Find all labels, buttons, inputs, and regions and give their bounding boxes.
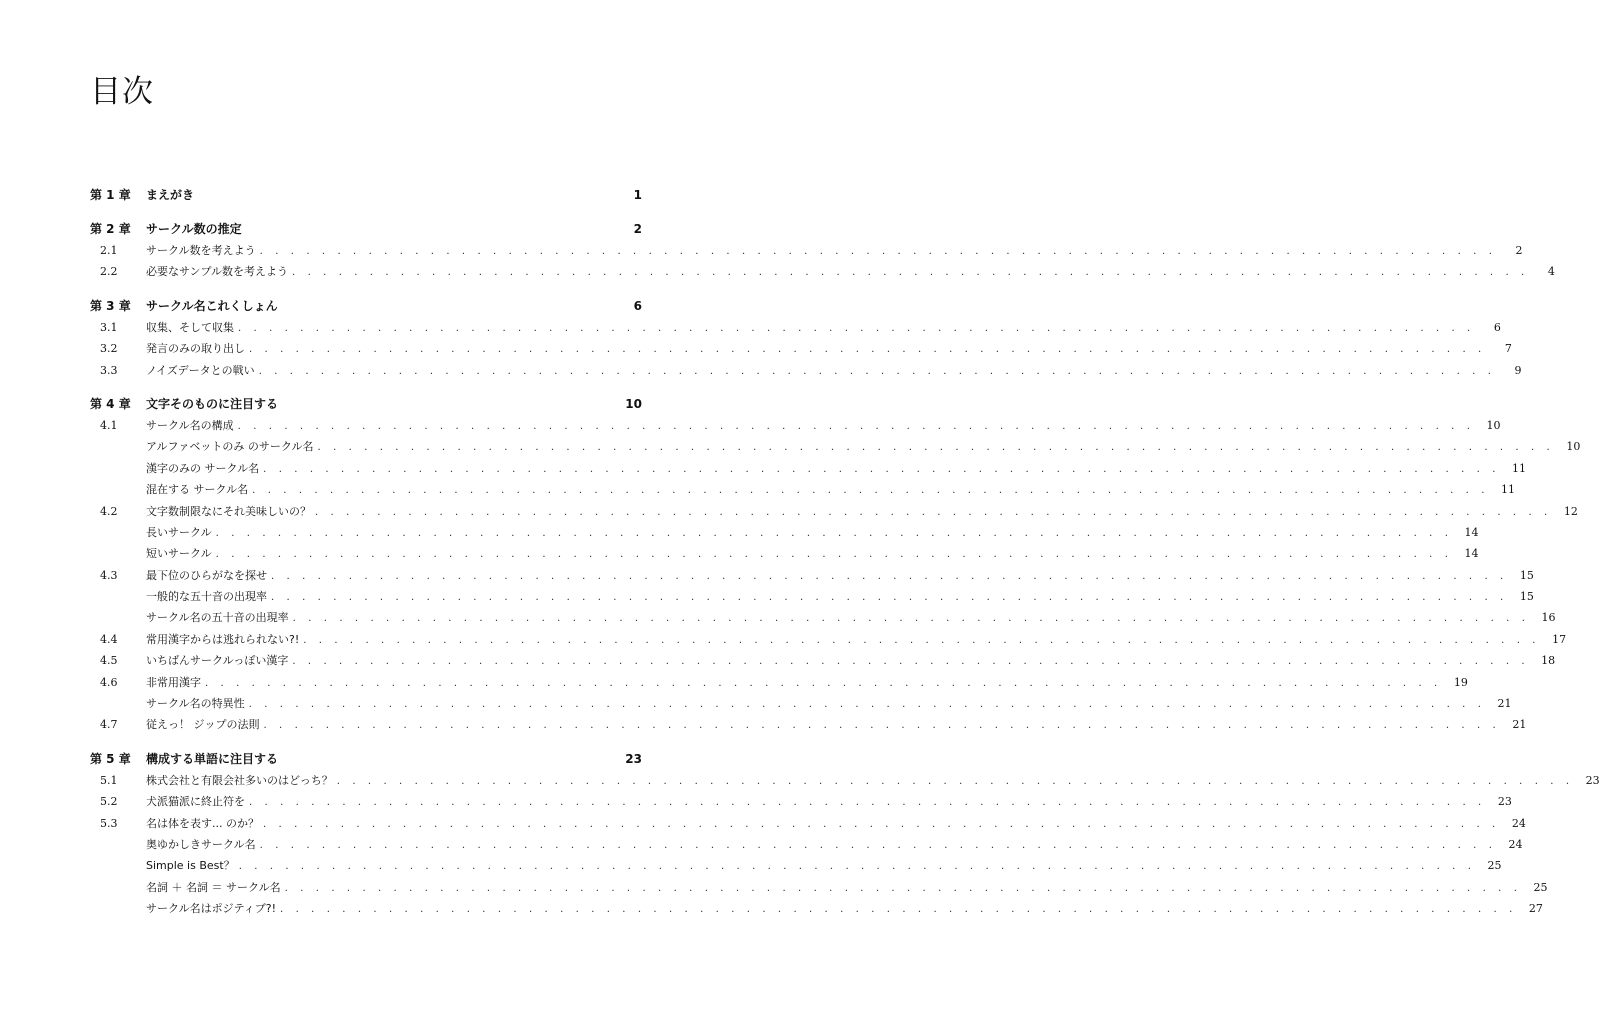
toc-entry[interactable] — [90, 338, 1512, 359]
section-title: サークル名の特異性 — [146, 697, 245, 711]
section-title: 必要なサンプル数を考えよう — [146, 265, 289, 279]
section-title: 奥ゆかしきサークル名 — [146, 837, 256, 851]
dot-leader: . . . . . . . . . . . . . . . . . . . . . . . . . . . . . . . . . . . . . . . . . . . . . . . . . . . . . . . . . . . . . . . . . . . . . . . . . . . . . . . . — [271, 570, 1508, 582]
section-page-number: 27 — [1528, 902, 1543, 916]
section-title: サークル数を考えよう — [146, 244, 256, 257]
dot-leader: . . . . . . . . . . . . . . . . . . . . . . . . . . . . . . . . . . . . . . . . . . . . . . . . . . . . . . . . . . . . . . . . . . . . . . . . . . . . . . . . — [280, 904, 1517, 916]
toc-entry[interactable] — [90, 522, 1479, 543]
section-number: 5.3 — [100, 816, 118, 830]
section-number: 4.7 — [100, 718, 118, 732]
section-title: 発言のみの取り出し — [146, 342, 245, 356]
section-title: 株式会社と有限会社多いのはどっち？ — [146, 773, 333, 787]
toc-entry[interactable] — [90, 543, 1479, 564]
section-page-number: 18 — [1541, 654, 1556, 668]
dot-leader: . . . . . . . . . . . . . . . . . . . . . . . . . . . . . . . . . . . . . . . . . . . . . . . . . . . . . . . . . . . . . . . . . . . . . . . . . . . . . . . . — [237, 420, 1475, 432]
section-number: 4.4 — [100, 632, 118, 646]
section-page-number: 7 — [1504, 342, 1512, 356]
toc-entry[interactable] — [90, 317, 1501, 338]
section-page-number: 24 — [1511, 816, 1526, 830]
toc-entry[interactable] — [90, 650, 1556, 671]
toc-entry[interactable] — [90, 672, 1468, 693]
dot-leader: . . . . . . . . . . . . . . . . . . . . . . . . . . . . . . . . . . . . . . . . . . . . . . . . . . . . . . . . . . . . . . . . . . . . . . . . . . . . . . . . — [238, 861, 1476, 873]
section-title: 収集、そして収集 — [146, 320, 234, 334]
dot-leader: . . . . . . . . . . . . . . . . . . . . . . . . . . . . . . . . . . . . . . . . . . . . . . . . . . . . . . . . . . . . . . . . . . . . . . . . . . . . . . . . — [263, 818, 1500, 830]
toc-entry[interactable] — [90, 261, 1555, 282]
chapter-heading[interactable] — [90, 184, 642, 206]
section-page-number: 6 — [1493, 320, 1501, 334]
chapter-number: 第 3 章 — [90, 298, 131, 313]
section-title: 文字数制限なにそれ美味しいの？ — [146, 504, 311, 518]
section-title: Simple is Best？ — [146, 859, 235, 873]
toc-chapter — [90, 218, 1555, 283]
toc-entry[interactable] — [90, 415, 1501, 436]
section-number: 4.2 — [100, 504, 118, 518]
toc-chapter — [90, 748, 1600, 920]
dot-leader: . . . . . . . . . . . . . . . . . . . . . . . . . . . . . . . . . . . . . . . . . . . . . . . . . . . . . . . . . . . . . . . . . . . . . . . . . . . . . . . . — [263, 463, 1500, 475]
toc-entry[interactable] — [90, 855, 1502, 876]
toc-entry[interactable] — [90, 714, 1527, 735]
toc-entry[interactable] — [90, 607, 1556, 628]
section-title: サークル名の五十音の出現率 — [146, 611, 289, 625]
section-page-number: 15 — [1519, 568, 1534, 582]
dot-leader: . . . . . . . . . . . . . . . . . . . . . . . . . . . . . . . . . . . . . . . . . . . . . . . . . . . . . . . . . . . . . . . . . . . . . . . . . . . . . . . . — [336, 775, 1574, 787]
section-page-number: 16 — [1541, 611, 1556, 625]
section-title: サークル名はポジティブ?! — [146, 902, 277, 916]
section-page-number: 14 — [1464, 547, 1479, 561]
chapter-heading[interactable] — [90, 393, 642, 415]
page-title: 目次 — [90, 74, 154, 110]
dot-leader: . . . . . . . . . . . . . . . . . . . . . . . . . . . . . . . . . . . . . . . . . . . . . . . . . . . . . . . . . . . . . . . . . . . . . . . . . . . . . . . . — [263, 720, 1501, 732]
chapter-page-number: 2 — [633, 222, 642, 236]
dot-leader: . . . . . . . . . . . . . . . . . . . . . . . . . . . . . . . . . . . . . . . . . . . . . . . . . . . . . . . . . . . . . . . . . . . . . . . . . . . . . . . . — [259, 839, 1497, 851]
section-number: 2.1 — [100, 244, 118, 257]
toc-entry[interactable] — [90, 436, 1581, 457]
section-number: 2.2 — [100, 265, 118, 279]
section-title: 従えっ！ ジップの法則 — [146, 718, 260, 732]
dot-leader: . . . . . . . . . . . . . . . . . . . . . . . . . . . . . . . . . . . . . . . . . . . . . . . . . . . . . . . . . . . . . . . . . . . . . . . . . . . . . . . . — [258, 365, 1496, 377]
dot-leader: . . . . . . . . . . . . . . . . . . . . . . . . . . . . . . . . . . . . . . . . . . . . . . . . . . . . . . . . . . . . . . . . . . . . . . . . . . . . . . . . — [317, 442, 1555, 454]
chapter-number: 第 5 章 — [90, 751, 131, 766]
toc-entry[interactable] — [90, 501, 1578, 522]
toc-entry[interactable] — [90, 791, 1512, 812]
chapter-page-number: 10 — [625, 396, 642, 411]
chapter-heading[interactable] — [90, 748, 642, 770]
dot-leader: . . . . . . . . . . . . . . . . . . . . . . . . . . . . . . . . . . . . . . . . . . . . . . . . . . . . . . . . . . . . . . . . . . . . . . . . . . . . . . . . — [292, 267, 1529, 279]
section-title: 一般的な五十音の出現率 — [146, 590, 267, 604]
chapter-title: 文字そのものに注目する — [146, 396, 279, 411]
toc-entry[interactable] — [90, 240, 1523, 261]
toc-entry[interactable] — [90, 479, 1515, 500]
section-number: 4.3 — [100, 568, 118, 582]
dot-leader: . . . . . . . . . . . . . . . . . . . . . . . . . . . . . . . . . . . . . . . . . . . . . . . . . . . . . . . . . . . . . . . . . . . . . . . . . . . . . . . . — [215, 549, 1453, 561]
section-title: 最下位のひらがなを探せ — [146, 568, 267, 582]
toc-chapter — [90, 295, 1522, 381]
section-title: 長いサークル — [146, 525, 212, 539]
section-number: 3.3 — [100, 363, 118, 377]
section-page-number: 12 — [1563, 504, 1578, 518]
section-number: 3.2 — [100, 342, 118, 356]
section-page-number: 23 — [1585, 773, 1600, 787]
toc-entry[interactable] — [90, 693, 1512, 714]
dot-leader: . . . . . . . . . . . . . . . . . . . . . . . . . . . . . . . . . . . . . . . . . . . . . . . . . . . . . . . . . . . . . . . . . . . . . . . . . . . . . . . . — [248, 699, 1486, 711]
section-page-number: 10 — [1566, 440, 1581, 454]
chapter-number: 第 2 章 — [90, 222, 131, 236]
section-title: 漢字のみの サークル名 — [146, 461, 260, 475]
toc-entry[interactable] — [90, 565, 1534, 586]
dot-leader: . . . . . . . . . . . . . . . . . . . . . . . . . . . . . . . . . . . . . . . . . . . . . . . . . . . . . . . . . . . . . . . . . . . . . . . . . . . . . . . . — [292, 656, 1530, 668]
section-title: サークル名の構成 — [146, 418, 234, 432]
section-number: 3.1 — [100, 320, 118, 334]
dot-leader: . . . . . . . . . . . . . . . . . . . . . . . . . . . . . . . . . . . . . . . . . . . . . . . . . . . . . . . . . . . . . . . . . . . . . . . . . . . . . . . . — [315, 506, 1552, 518]
section-title: 混在する サークル名 — [146, 483, 249, 497]
section-title: ノイズデータとの戦い — [146, 363, 255, 377]
section-title: 非常用漢字 — [146, 675, 201, 689]
dot-leader: . . . . . . . . . . . . . . . . . . . . . . . . . . . . . . . . . . . . . . . . . . . . . . . . . . . . . . . . . . . . . . . . . . . . . . . . . . . . . . . . — [238, 322, 1475, 334]
toc-entry[interactable] — [90, 877, 1548, 898]
section-title: 名詞 ＋ 名詞 ＝ サークル名 — [146, 880, 281, 894]
dot-leader: . . . . . . . . . . . . . . . . . . . . . . . . . . . . . . . . . . . . . . . . . . . . . . . . . . . . . . . . . . . . . . . . . . . . . . . . . . . . . . . . — [205, 677, 1442, 689]
section-page-number: 23 — [1497, 795, 1512, 809]
toc-entry[interactable] — [90, 586, 1534, 607]
dot-leader: . . . . . . . . . . . . . . . . . . . . . . . . . . . . . . . . . . . . . . . . . . . . . . . . . . . . . . . . . . . . . . . . . . . . . . . . . . . . . . . . — [259, 246, 1497, 257]
dot-leader: . . . . . . . . . . . . . . . . . . . . . . . . . . . . . . . . . . . . . . . . . . . . . . . . . . . . . . . . . . . . . . . . . . . . . . . . . . . . . . . . — [252, 485, 1489, 497]
chapter-page-number: 1 — [633, 188, 642, 202]
chapter-number: 第 4 章 — [90, 396, 131, 411]
section-page-number: 4 — [1547, 265, 1555, 279]
section-page-number: 15 — [1519, 590, 1534, 604]
section-page-number: 17 — [1552, 632, 1567, 646]
toc-entry[interactable] — [90, 458, 1526, 479]
chapter-title: 構成する単語に注目する — [146, 751, 279, 766]
section-page-number: 25 — [1533, 880, 1548, 894]
section-page-number: 21 — [1512, 718, 1527, 732]
toc-entry[interactable] — [90, 629, 1567, 650]
section-page-number: 24 — [1508, 837, 1523, 851]
table-of-contents — [90, 184, 1600, 932]
section-page-number: 11 — [1501, 483, 1515, 497]
toc-chapter — [90, 184, 642, 206]
section-page-number: 2 — [1515, 244, 1523, 257]
section-number: 4.5 — [100, 654, 118, 668]
section-title: 短いサークル — [146, 547, 212, 561]
chapter-number: 第 1 章 — [90, 188, 131, 202]
section-title: 常用漢字からは逃れられない?! — [146, 632, 300, 646]
section-title: 犬派猫派に終止符を — [146, 795, 245, 809]
section-number: 4.6 — [100, 675, 118, 689]
toc-entry[interactable] — [90, 898, 1543, 919]
dot-leader: . . . . . . . . . . . . . . . . . . . . . . . . . . . . . . . . . . . . . . . . . . . . . . . . . . . . . . . . . . . . . . . . . . . . . . . . . . . . . . . . — [249, 344, 1486, 356]
dot-leader: . . . . . . . . . . . . . . . . . . . . . . . . . . . . . . . . . . . . . . . . . . . . . . . . . . . . . . . . . . . . . . . . . . . . . . . . . . . . . . . . — [271, 592, 1508, 604]
toc-entry[interactable] — [90, 360, 1522, 381]
section-page-number: 10 — [1486, 418, 1501, 432]
toc-entry[interactable] — [90, 834, 1523, 855]
section-page-number: 25 — [1487, 859, 1502, 873]
section-number: 4.1 — [100, 418, 118, 432]
section-page-number: 11 — [1512, 461, 1526, 475]
dot-leader: . . . . . . . . . . . . . . . . . . . . . . . . . . . . . . . . . . . . . . . . . . . . . . . . . . . . . . . . . . . . . . . . . . . . . . . . . . . . . . . . — [303, 634, 1541, 646]
section-page-number: 21 — [1497, 697, 1512, 711]
chapter-title: サークル数の推定 — [146, 222, 242, 236]
section-page-number: 14 — [1464, 525, 1479, 539]
toc-chapter — [90, 393, 1581, 736]
chapter-page-number: 23 — [625, 751, 642, 766]
dot-leader: . . . . . . . . . . . . . . . . . . . . . . . . . . . . . . . . . . . . . . . . . . . . . . . . . . . . . . . . . . . . . . . . . . . . . . . . . . . . . . . . — [215, 527, 1453, 539]
section-number: 5.1 — [100, 773, 118, 787]
section-page-number: 9 — [1514, 363, 1522, 377]
toc-entry[interactable] — [90, 813, 1526, 834]
section-title: いちばんサークルっぽい漢字 — [146, 654, 289, 668]
dot-leader: . . . . . . . . . . . . . . . . . . . . . . . . . . . . . . . . . . . . . . . . . . . . . . . . . . . . . . . . . . . . . . . . . . . . . . . . . . . . . . . . — [292, 613, 1530, 625]
chapter-heading[interactable] — [90, 295, 642, 317]
section-title: 名は体を表す... のか？ — [146, 816, 259, 830]
section-number: 5.2 — [100, 795, 118, 809]
dot-leader: . . . . . . . . . . . . . . . . . . . . . . . . . . . . . . . . . . . . . . . . . . . . . . . . . . . . . . . . . . . . . . . . . . . . . . . . . . . . . . . . — [284, 882, 1522, 894]
chapter-heading[interactable] — [90, 218, 642, 240]
section-title: アルファベットのみ のサークル名 — [146, 440, 314, 454]
toc-entry[interactable] — [90, 770, 1600, 791]
dot-leader: . . . . . . . . . . . . . . . . . . . . . . . . . . . . . . . . . . . . . . . . . . . . . . . . . . . . . . . . . . . . . . . . . . . . . . . . . . . . . . . . — [249, 797, 1486, 809]
chapter-page-number: 6 — [633, 298, 642, 313]
section-page-number: 19 — [1453, 675, 1468, 689]
chapter-title: サークル名これくしょん — [146, 298, 278, 313]
chapter-title: まえがき — [146, 188, 195, 202]
